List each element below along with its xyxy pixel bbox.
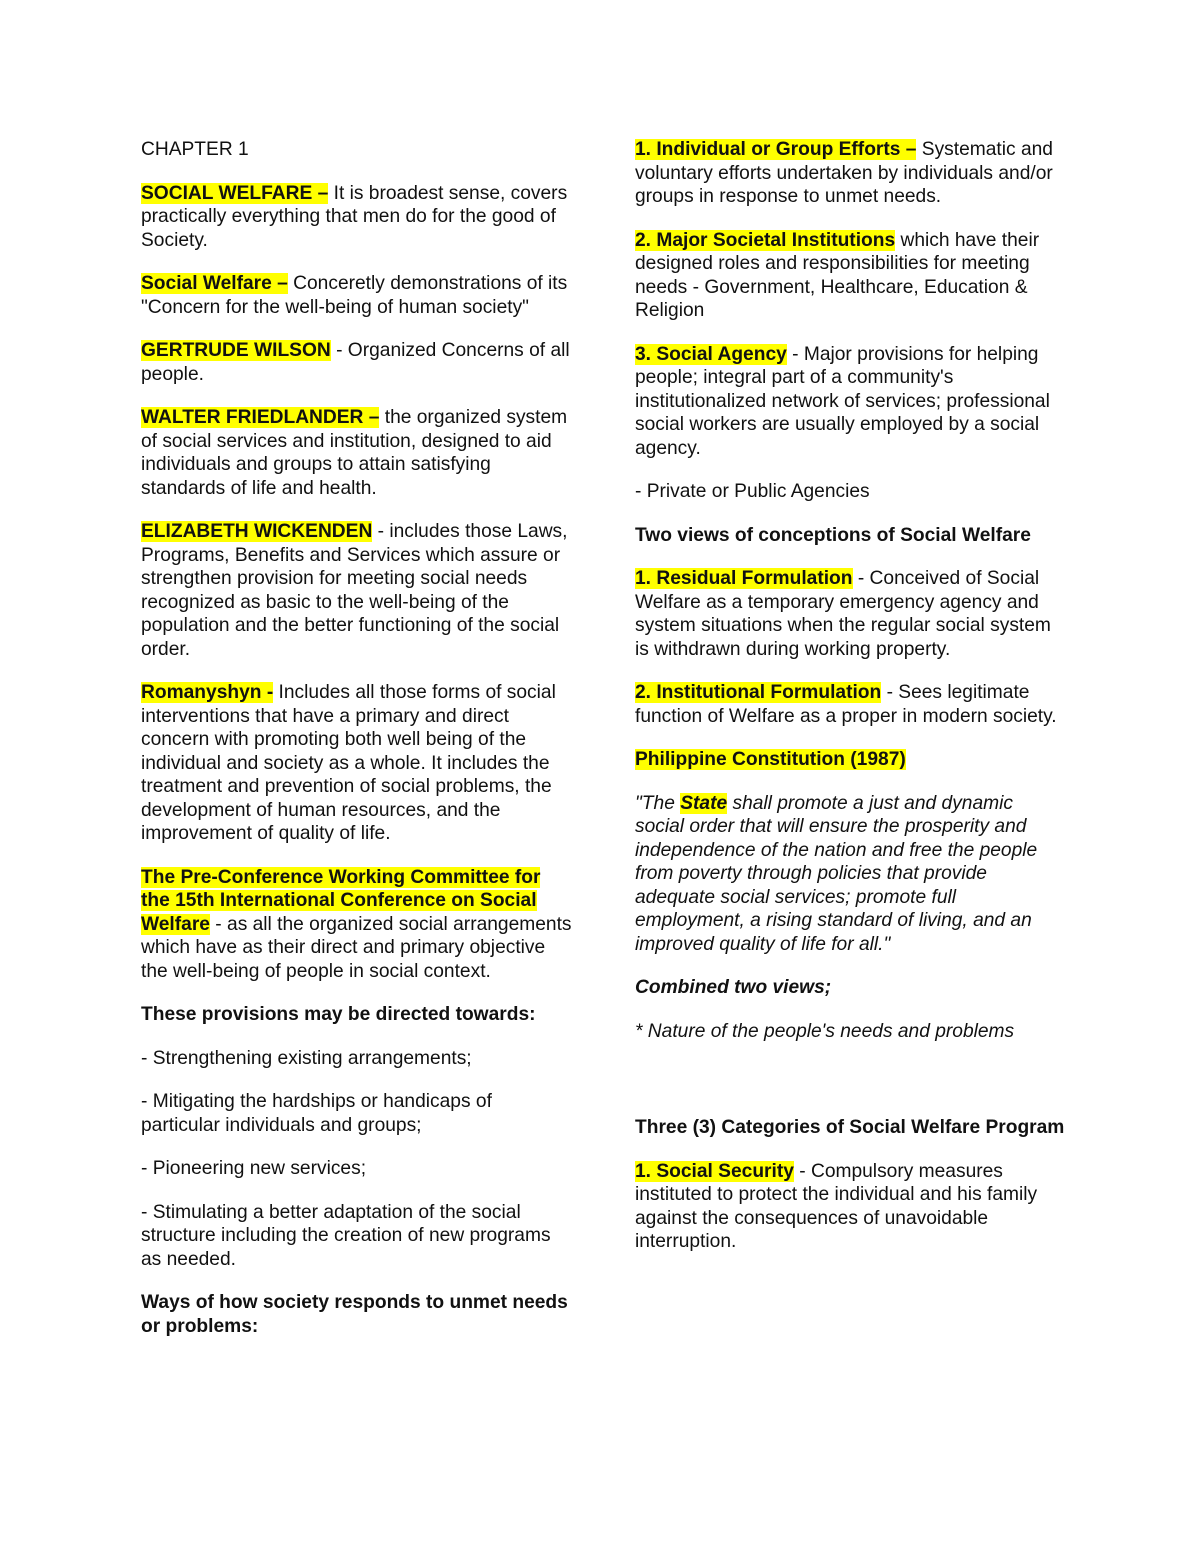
term-highlight: WALTER FRIEDLANDER – [141, 407, 380, 428]
views-heading: Two views of conceptions of Social Welfare [635, 524, 1031, 546]
combined-heading: Combined two views; [635, 977, 832, 998]
term-highlight: The Pre-Conference Working Committee for the 15th International Conference on Social Welfare [141, 866, 541, 935]
way-social-agency [635, 343, 1065, 461]
definition-text: Conceretly demonstrations of its "Concern for the well-being of human society" [141, 273, 568, 318]
definition-text: - Sees legitimate function of Welfare as a proper in modern society. [635, 682, 1057, 727]
way-major-societal-institutions [635, 229, 1065, 323]
term-highlight: 1. Residual Formulation [635, 568, 853, 589]
definition-text: the organized system of social services and institution, designed to aid individuals and groups to attain satisfying standards of life and health. [141, 407, 568, 499]
term-highlight: 2. Institutional Formulation [635, 682, 882, 703]
constitution-quote [635, 792, 1065, 957]
definition-text: Includes all those forms of social interventions that have a primary and direct concern with promoting both well being of the individual and society as a whole. It includes the treatment and prevention of social problems, the development of human resources, and the improvement of quality of life. [141, 682, 556, 844]
definition-social-welfare-1 [141, 182, 573, 253]
definition-walter-friedlander [141, 406, 573, 500]
definition-text: - Organized Concerns of all people. [141, 340, 570, 385]
categories-heading: Three (3) Categories of Social Welfare Program [635, 1117, 1065, 1138]
provision-item: - Stimulating a better adaptation of the social structure including the creation of new programs as needed. [141, 1201, 551, 1270]
term-highlight: 1. Social Security [635, 1160, 794, 1182]
term-highlight: 3. Social Agency [635, 343, 787, 365]
definition-romanyshyn [141, 681, 573, 846]
provision-item: - Pioneering new services; [141, 1158, 367, 1179]
term-highlight: GERTRUDE WILSON [141, 340, 331, 361]
combined-item: * Nature of the people's needs and problems [635, 1020, 1015, 1042]
definition-text: - Conceived of Social Welfare as a temporary emergency agency and system situations when the regular social system is withdrawn during working property. [635, 568, 1051, 660]
agencies-note: - Private or Public Agencies [635, 481, 870, 502]
definition-text: - Major provisions for helping people; integral part of a community's institutionalized network of services; professional social workers are usually employed by a social agency. [635, 343, 1050, 459]
definition-text: - includes those Laws, Programs, Benefits and Services which assure or strengthen provision for meeting social needs recognized as basic to the well-being of the population and the better functioning of the social order. [141, 521, 568, 660]
constitution-heading [635, 748, 1065, 772]
definition-text: which have their designed roles and responsibilities for meeting needs - Government, Healthcare, Education & Religion [635, 229, 1040, 321]
definition-text: - as all the organized social arrangements which have as their direct and primary objective the well-being of people in social context. [141, 913, 572, 982]
way-individual-group-efforts [635, 138, 1065, 209]
spacer [635, 1063, 1065, 1116]
definition-gertrude-wilson [141, 339, 573, 386]
chapter-title: CHAPTER 1 [141, 139, 249, 160]
provision-item: - Mitigating the hardships or handicaps of particular individuals and groups; [141, 1091, 492, 1136]
provisions-heading: These provisions may be directed towards: [141, 1004, 536, 1025]
term-highlight: Social Welfare – [141, 273, 288, 294]
definition-pre-conference-committee [141, 866, 573, 984]
view-institutional-formulation [635, 681, 1065, 728]
term-highlight: SOCIAL WELFARE – [141, 182, 329, 204]
term-highlight: Philippine Constitution (1987) [635, 749, 906, 770]
term-highlight: Romanyshyn - [141, 682, 274, 703]
quote-state-highlight: State [680, 792, 728, 814]
provision-item: - Strengthening existing arrangements; [141, 1047, 472, 1069]
quote-text: shall promote a just and dynamic social order that will ensure the prosperity and independence of the nation and free the people from poverty through policies that provide adequate social services; promote full employment, a rising standard of living, and an improved quality of life for all." [635, 792, 1038, 955]
term-highlight: 2. Major Societal Institutions [635, 229, 896, 251]
quote-text: "The [635, 792, 681, 814]
definition-elizabeth-wickenden [141, 520, 573, 661]
definition-text: Systematic and voluntary efforts undertaken by individuals and/or groups in response to unmet needs. [635, 139, 1053, 207]
definition-text: - Compulsory measures instituted to protect the individual and his family against the consequences of unavoidable interruption. [635, 1160, 1038, 1252]
term-highlight: 1. Individual or Group Efforts – [635, 139, 917, 160]
right-column [635, 138, 1065, 1274]
term-highlight: ELIZABETH WICKENDEN [141, 521, 373, 542]
ways-heading: Ways of how society responds to unmet needs or problems: [141, 1292, 568, 1337]
category-social-security [635, 1160, 1065, 1254]
definition-social-welfare-2 [141, 272, 573, 319]
left-column [141, 138, 573, 1358]
definition-text: It is broadest sense, covers practically everything that men do for the good of Society. [141, 182, 568, 251]
view-residual-formulation [635, 567, 1065, 661]
